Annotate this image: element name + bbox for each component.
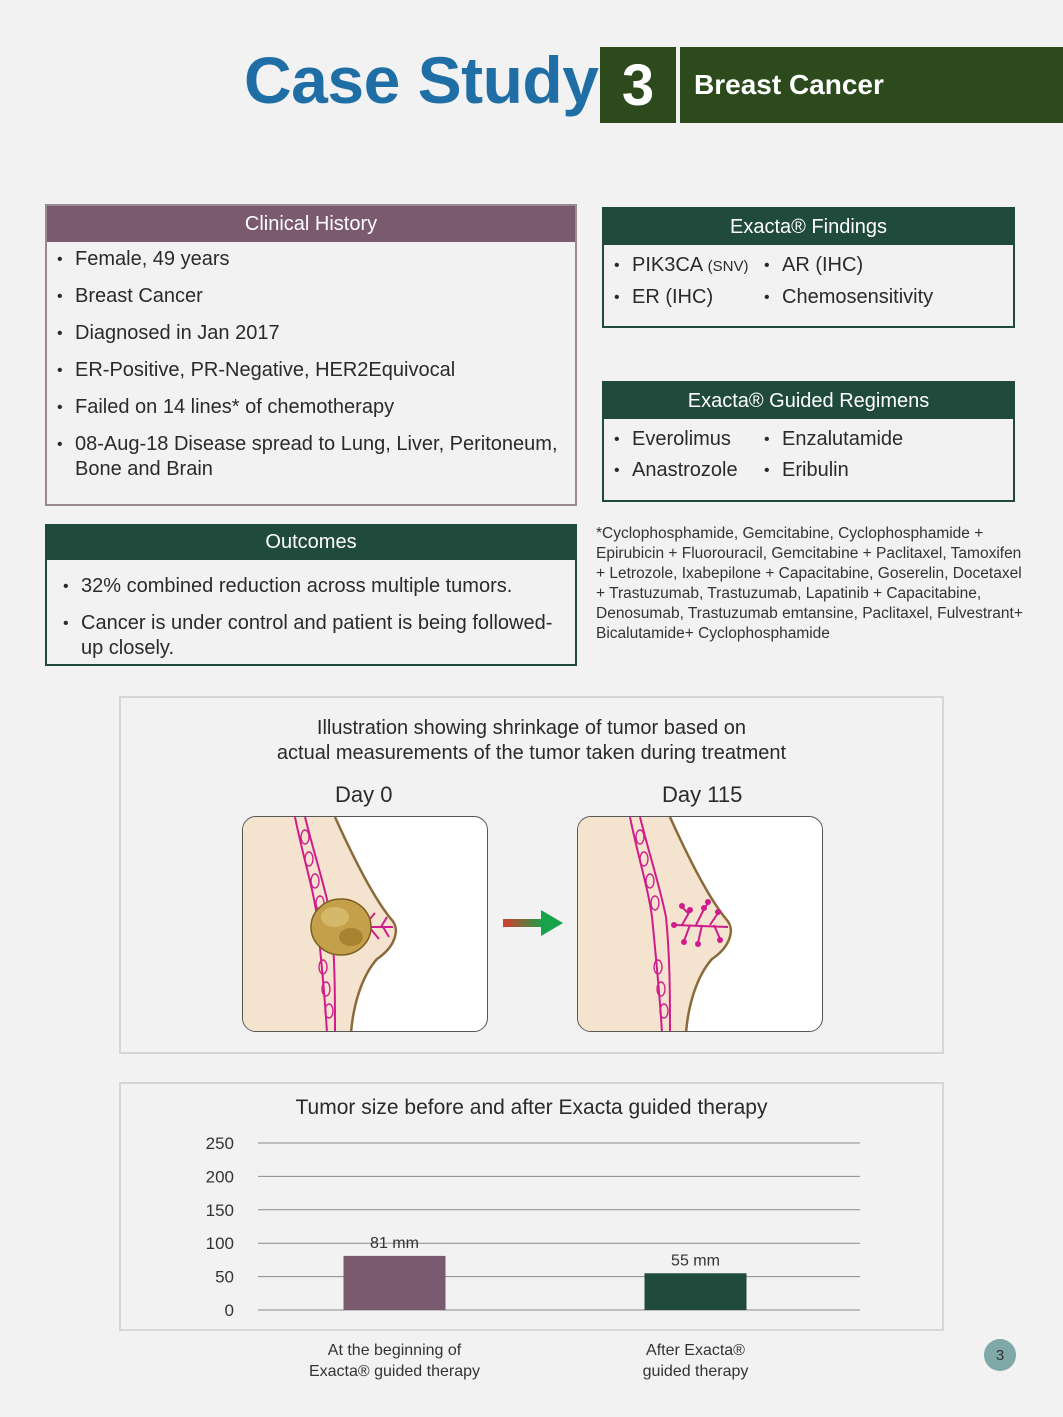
finding-item: • PIK3CA (SNV) (610, 253, 760, 279)
regimen-item: • Eribulin (760, 458, 1013, 483)
outcomes-box (45, 524, 577, 666)
category-label: guided therapy (642, 1363, 749, 1380)
day-after-label: Day 115 (662, 782, 743, 807)
y-tick-label: 250 (205, 1134, 234, 1153)
case-number-badge: 3 (600, 47, 676, 123)
day-before-label: Day 0 (335, 782, 393, 807)
regimen-item: • Enzalutamide (760, 427, 1013, 452)
regimens-list (604, 419, 1013, 483)
regimens-heading: Exacta® Guided Regimens (604, 383, 1013, 419)
finding-item: • AR (IHC) (760, 253, 1013, 279)
finding-item: • ER (IHC) (610, 285, 760, 310)
clinical-history-heading: Clinical History (47, 206, 575, 242)
illustration-panel (119, 696, 944, 1054)
history-item: • Diagnosed in Jan 2017 (51, 321, 569, 346)
data-label: 55 mm (671, 1252, 720, 1270)
y-tick-label: 100 (205, 1234, 234, 1254)
category-label: After Exacta® (646, 1342, 745, 1359)
chemotherapy-footnote: *Cyclophosphamide, Gemcitabine, Cyclophosphamide + Epirubicin + Fluorouracil, Gemcitabine + Paclitaxel, Tamoxifen + Letrozole, Ixabepilone + Capacitabine, Goserelin, Docetaxel + Trastuzumab, Trastuzumab, Lapatinib + Capacitabine, Denosumab, Trastuzumab emtansine, Paclitaxel, Fulvestrant+ Bicalutamide+ Cyclophosphamide (596, 525, 1023, 642)
chart-panel (119, 1082, 944, 1331)
clinical-history-list (47, 242, 575, 482)
progression-arrow-icon (503, 908, 567, 938)
data-label: 81 mm (370, 1234, 419, 1252)
regimen-item: • Everolimus (610, 427, 760, 452)
regimens-box (602, 381, 1015, 502)
tumor-day0-illustration (242, 816, 488, 1032)
findings-heading: Exacta® Findings (604, 209, 1013, 245)
page-number: 3 (984, 1339, 1016, 1371)
findings-list (604, 245, 1013, 310)
case-subject-banner: Breast Cancer (680, 47, 1063, 123)
y-tick-label: 200 (205, 1167, 234, 1187)
illustration-caption: Illustration showing shrinkage of tumor based on actual measurements of the tumor taken during treatment (276, 717, 787, 764)
outcome-item: • Cancer is under control and patient is being followed-up closely. (57, 611, 571, 661)
snv-note: (SNV) (707, 258, 749, 275)
tumor-day115-illustration (577, 816, 823, 1032)
outcomes-list (47, 560, 575, 661)
outcome-item: • 32% combined reduction across multiple tumors. (57, 574, 571, 599)
finding-item: • Chemosensitivity (760, 285, 1013, 310)
chart-title: Tumor size before and after Exacta guided therapy (295, 1096, 768, 1119)
regimen-item: • Anastrozole (610, 458, 760, 483)
y-tick-label: 0 (224, 1301, 234, 1320)
outcomes-heading: Outcomes (47, 524, 575, 560)
y-tick-label: 50 (215, 1267, 234, 1287)
findings-box (602, 207, 1015, 328)
y-tick-label: 150 (205, 1200, 234, 1220)
history-item: • Female, 49 years (51, 247, 569, 272)
clinical-history-box (45, 204, 577, 506)
category-label: At the beginning of (327, 1342, 462, 1359)
category-label: Exacta® guided therapy (308, 1363, 481, 1380)
page-title: Case Study (244, 43, 599, 117)
history-item: • Breast Cancer (51, 284, 569, 309)
history-item: • Failed on 14 lines* of chemotherapy (51, 395, 569, 420)
history-item: • ER-Positive, PR-Negative, HER2Equivocal (51, 358, 569, 383)
history-item: • 08-Aug-18 Disease spread to Lung, Liver, Peritoneum, Bone and Brain (51, 432, 569, 482)
